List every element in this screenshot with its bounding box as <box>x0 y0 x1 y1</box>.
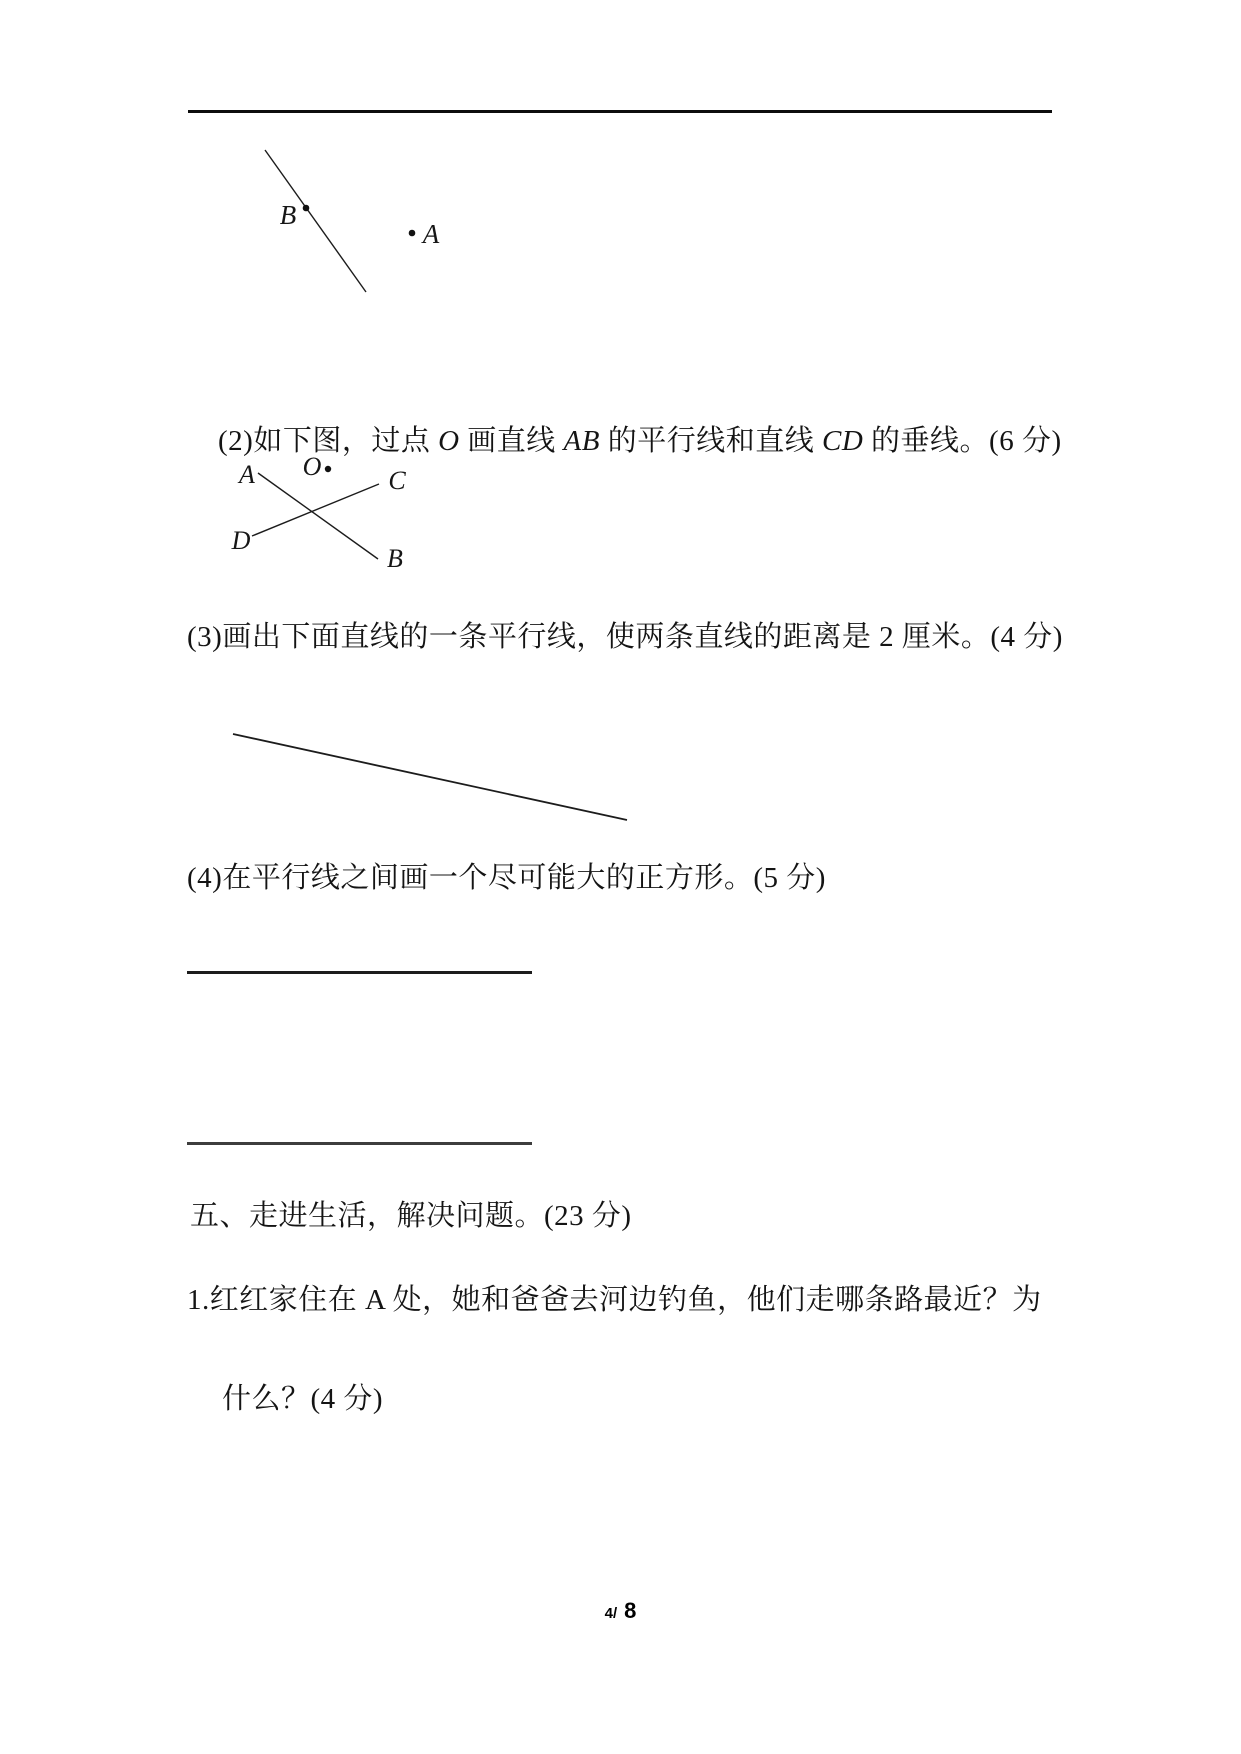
page-number-total: 8 <box>624 1598 637 1623</box>
question-4-text: (4)在平行线之间画一个尽可能大的正方形。(5 分) <box>187 862 826 894</box>
line-d-to-c <box>252 484 379 536</box>
problem-1-line-1: 1.红红家住在 A 处，她和爸爸去河边钓鱼，他们走哪条路最近？为 <box>187 1284 1042 1316</box>
q2-line-cd: CD <box>822 425 864 457</box>
page-number-current: 4/ <box>604 1605 618 1622</box>
top-divider-rule <box>188 110 1052 113</box>
fig2-label-d: D <box>231 526 251 555</box>
fig2-label-o: O <box>302 452 322 481</box>
point-a-dot <box>409 230 416 237</box>
point-a-label: A <box>422 219 440 249</box>
q2-point-o: O <box>438 425 460 457</box>
q2-seg-4: 的平行线和直线 <box>599 425 822 457</box>
section-5-heading: 五、走进生活，解决问题。(23 分) <box>190 1200 632 1232</box>
problem-1-line-2: 什么？(4 分) <box>222 1383 384 1415</box>
q2-seg-6: 的垂线。(6 分) <box>863 425 1062 457</box>
q2-line-ab: AB <box>563 425 600 457</box>
fig2-label-c: C <box>388 466 406 495</box>
fig2-label-a: A <box>239 460 255 489</box>
fig2-label-b: B <box>387 544 403 573</box>
figure-single-slanted-line <box>215 725 645 830</box>
parallel-line-bottom <box>187 1142 532 1145</box>
line-a-to-b <box>258 473 378 559</box>
slanted-line-q3 <box>233 734 627 820</box>
page-footer <box>0 1598 1241 1624</box>
q2-seg-0: (2)如下图，过点 <box>218 425 439 457</box>
figure-line-through-b-point-a <box>200 130 500 310</box>
point-b-dot <box>303 205 310 212</box>
fig2-point-o-dot <box>325 466 331 472</box>
question-3-text: (3)画出下面直线的一条平行线，使两条直线的距离是 2 厘米。(4 分) <box>187 621 1063 653</box>
q2-seg-2: 画直线 <box>459 425 564 457</box>
point-b-label: B <box>279 200 297 230</box>
parallel-line-top <box>187 971 532 974</box>
figure-crossing-lines-abcd <box>200 440 440 580</box>
